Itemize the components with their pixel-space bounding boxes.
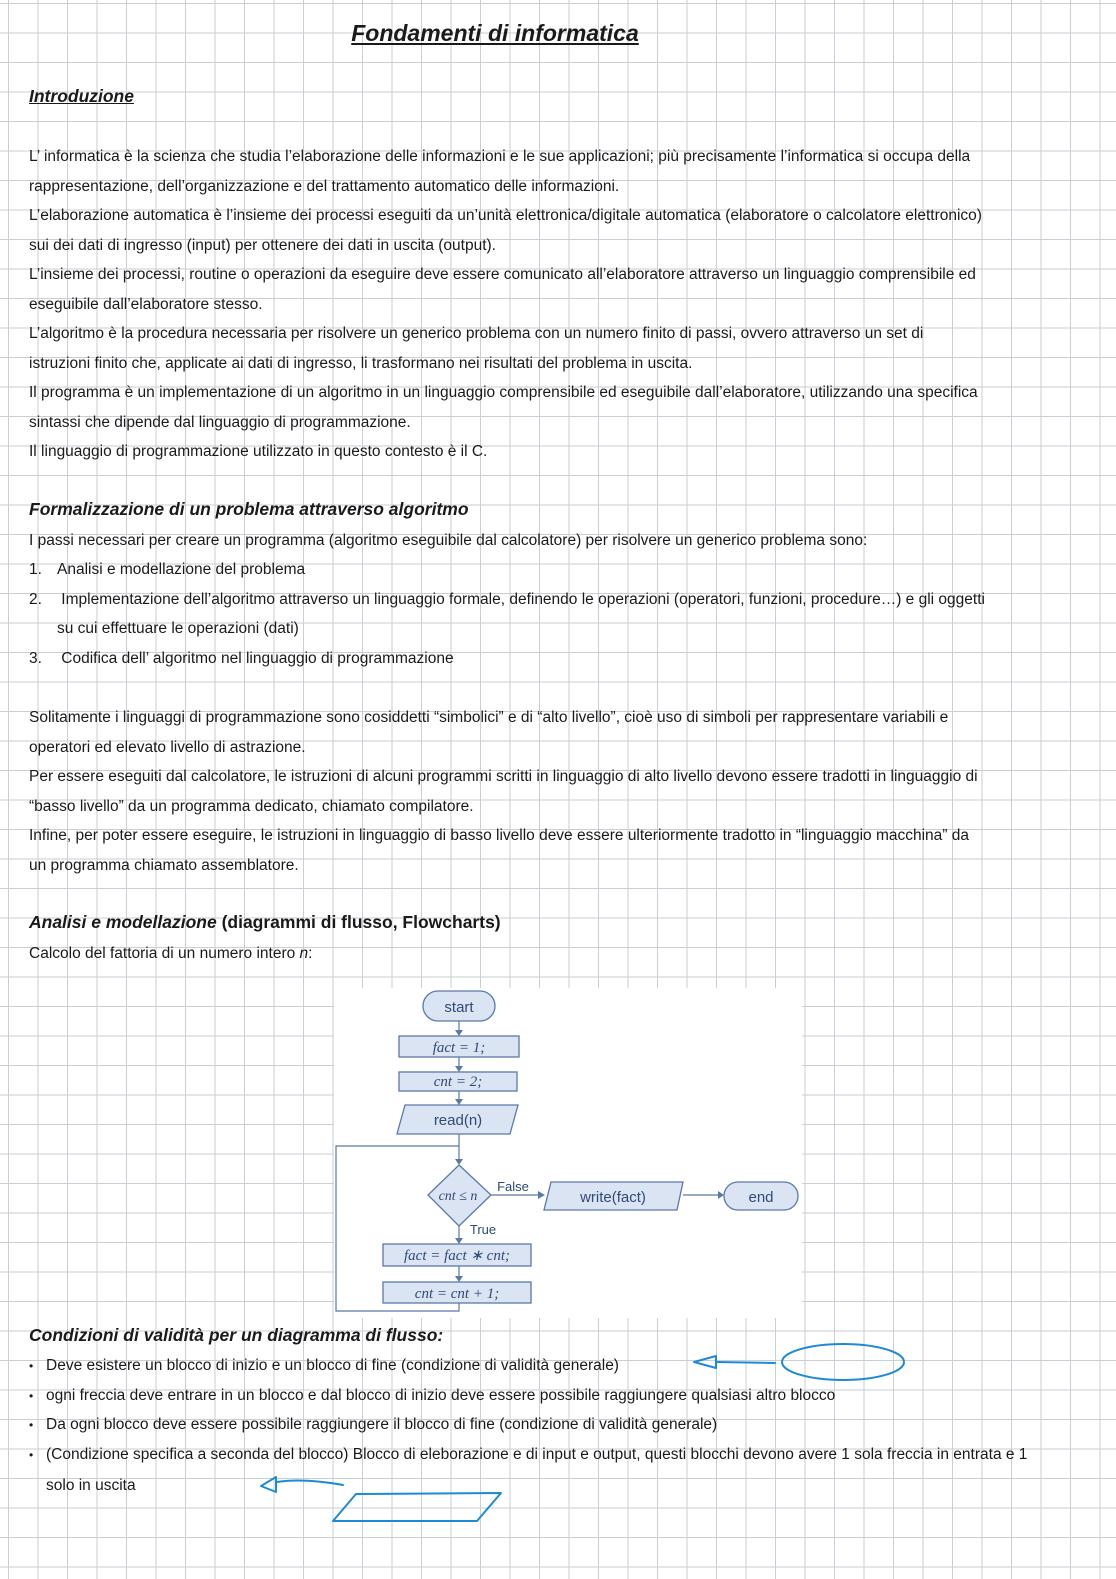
bullet-text: Deve esistere un blocco di inizio e un blocco di fine (condizione di validità generale) <box>46 1357 619 1374</box>
list-item <box>29 585 1084 615</box>
section-heading-validita: Condizioni di validità per un diagramma di flusso: <box>29 1325 444 1345</box>
bullet-icon: • <box>29 1359 34 1373</box>
text-line: rappresentazione, dell’organizzazione e del trattamento automatico delle informazioni. <box>29 177 620 195</box>
condition-label: cnt ≤ n <box>438 1189 478 1204</box>
list-item <box>29 1410 1069 1441</box>
text-line: istruzioni finito che, applicate ai dati di ingresso, li trasformano nei risultati del problema in uscita. <box>29 354 693 372</box>
list-number: 3. <box>29 650 42 667</box>
list-text: Analisi e modellazione del problema <box>57 561 306 578</box>
text-line: Il programma è un implementazione di un algoritmo in un linguaggio comprensibile ed eseguibile dall’elaboratore, utilizzando una specifica <box>29 384 978 401</box>
text-line: eseguibile dall’elaboratore stesso. <box>29 295 263 313</box>
bullet-icon: • <box>29 1389 34 1403</box>
intro-paragraph <box>29 142 1084 467</box>
bullet-text: ogni freccia deve entrare in un blocco e dal blocco di inizio deve essere possibile raggiungere qualsiasi altro blocco <box>46 1387 836 1404</box>
end-label: end <box>748 1189 774 1206</box>
heading-plain: (diagrammi di flusso, Flowcharts) <box>216 912 501 932</box>
factorial-flowchart <box>334 988 802 1318</box>
read-label: read(n) <box>433 1112 483 1129</box>
list-item <box>29 1351 1069 1382</box>
bullet-text: (Condizione specifica a seconda del blocco) Blocco di eleborazione e di input e output, questi blocchi devono avere 1 sola freccia in entrata e 1 solo in uscita <box>46 1446 1028 1494</box>
text-line: sui dei dati di ingresso (input) per ottenere dei dati in uscita (output). <box>29 236 496 254</box>
text-line: Solitamente i linguaggi di programmazione sono cosiddetti “simbolici” e di “alto livello”, cioè uso di simboli per rappresentare variabili e <box>29 709 949 726</box>
update-cnt-label: cnt = cnt + 1; <box>414 1286 500 1302</box>
text-line: Il linguaggio di programmazione utilizzato in questo contesto è il C. <box>29 443 488 460</box>
false-label: False <box>497 1179 529 1194</box>
bullet-text: Da ogni blocco deve essere possibile raggiungere il blocco di fine (condizione di validità generale) <box>46 1416 718 1433</box>
init-cnt-label: cnt = 2; <box>433 1074 483 1090</box>
true-label: True <box>469 1222 497 1237</box>
list-text: Codifica dell’ algoritmo nel linguaggio di programmazione <box>57 650 454 667</box>
list-number: 1. <box>29 561 42 578</box>
page-title: Fondamenti di informatica <box>351 20 639 46</box>
section-heading-analisi <box>29 912 501 933</box>
list-item <box>29 1381 1069 1412</box>
text-line: L’ informatica è la scienza che studia l’elaborazione delle informazioni e le sue applicazioni; più precisamente l’informatica si occupa della <box>29 148 971 165</box>
list-text: Implementazione dell’algoritmo attraverso un linguaggio formale, definendo le operazioni (operatori, funzioni, procedure…) e gli oggetti <box>57 591 985 608</box>
update-fact-label: fact = fact ∗ cnt; <box>404 1248 510 1264</box>
text-line: “basso livello” da un programma dedicato, chiamato compilatore. <box>29 797 474 815</box>
text-line: L’elaborazione automatica è l’insieme dei processi eseguiti da un’unità elettronica/digitale automatica (elaboratore o calcolatore elettronico) <box>29 207 982 224</box>
formal-lead: I passi necessari per creare un programma (algoritmo eseguibile dal calcolatore) per risolvere un generico problema sono: <box>29 532 868 549</box>
text-line: Per essere eseguiti dal calcolatore, le istruzioni di alcuni programmi scritti in linguaggio di alto livello devono essere tradotti in linguaggio di <box>29 768 978 785</box>
heading-italic: Analisi e modellazione <box>29 912 217 932</box>
lead-variable: n <box>299 945 309 962</box>
text-line: Infine, per poter essere eseguire, le istruzioni in linguaggio di basso livello deve essere ulteriormente tradotto in “linguaggio macchina” da <box>29 827 970 844</box>
formal-paragraph <box>29 703 1084 880</box>
init-fact-label: fact = 1; <box>432 1040 486 1056</box>
text-line: sintassi che dipende dal linguaggio di programmazione. <box>29 413 411 431</box>
start-label: start <box>444 999 474 1016</box>
text-line: L’insieme dei processi, routine o operazioni da eseguire deve essere comunicato all’elaboratore attraverso un linguaggio comprensibile ed <box>29 266 976 283</box>
text-line: operatori ed elevato livello di astrazione. <box>29 738 306 756</box>
lead-text: Calcolo del fattoria di un numero intero <box>29 945 300 962</box>
write-label: write(fact) <box>580 1189 646 1206</box>
list-item <box>29 1440 1059 1500</box>
analysis-lead <box>29 939 1084 969</box>
list-item <box>29 555 1084 585</box>
bullet-icon: • <box>29 1448 34 1462</box>
lead-suffix: : <box>308 945 313 962</box>
text-line: L’algoritmo è la procedura necessaria per risolvere un generico problema con un numero finito di passi, ovvero attraverso un set di <box>29 325 924 342</box>
list-item <box>29 644 1084 674</box>
list-number: 2. <box>29 591 42 608</box>
list-item-continuation: su cui effettuare le operazioni (dati) <box>57 620 299 637</box>
section-heading-formalizzazione: Formalizzazione di un problema attraverso algoritmo <box>29 499 469 519</box>
section-heading-introduzione: Introduzione <box>29 86 134 106</box>
bullet-icon: • <box>29 1418 34 1432</box>
text-line: un programma chiamato assemblatore. <box>29 856 299 874</box>
